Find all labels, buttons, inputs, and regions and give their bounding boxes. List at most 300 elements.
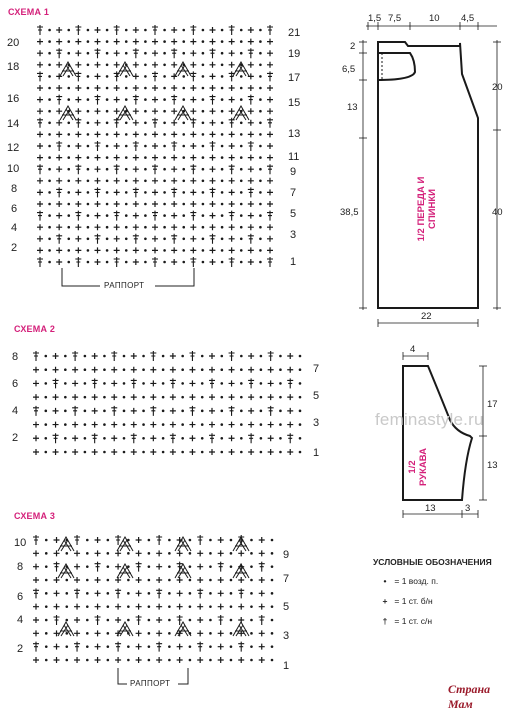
legend-item — [378, 616, 432, 626]
single-crochet-symbol — [133, 120, 139, 126]
chain-stitch-symbol — [142, 368, 145, 371]
double-crochet-symbol — [197, 535, 203, 545]
chain-stitch-symbol — [67, 98, 70, 101]
chain-stitch-symbol — [142, 410, 145, 413]
chain-stitch-symbol — [65, 659, 68, 662]
chain-stitch-symbol — [162, 423, 165, 426]
chain-stitch-symbol — [48, 98, 51, 101]
stitch-cluster-symbol — [175, 106, 191, 120]
row-number: 18 — [7, 61, 20, 73]
single-crochet-symbol — [37, 131, 43, 137]
single-crochet-symbol — [111, 394, 117, 400]
single-crochet-symbol — [267, 247, 273, 253]
chain-stitch-symbol — [125, 145, 128, 148]
single-crochet-symbol — [268, 380, 274, 386]
single-crochet-symbol — [114, 247, 120, 253]
single-crochet-symbol — [248, 422, 254, 428]
chain-stitch-symbol — [240, 214, 243, 217]
chain-stitch-symbol — [221, 110, 224, 113]
chain-stitch-symbol — [240, 382, 243, 385]
row-number: 7 — [313, 363, 320, 375]
single-crochet-symbol — [33, 394, 39, 400]
single-crochet-symbol — [156, 657, 162, 663]
double-crochet-symbol — [133, 187, 139, 197]
single-crochet-symbol — [210, 155, 216, 161]
single-crochet-symbol — [171, 131, 177, 137]
double-crochet-symbol — [54, 615, 60, 625]
brand-logo: Страна Мам — [448, 682, 491, 711]
sleeve-label-line-2: РУКАВА — [418, 447, 429, 487]
single-crochet-symbol — [75, 62, 81, 68]
chain-stitch-symbol — [45, 579, 48, 582]
dim-label: 22 — [421, 311, 432, 322]
chain-stitch-symbol — [86, 659, 89, 662]
chain-stitch-symbol — [87, 156, 90, 159]
single-crochet-symbol — [111, 422, 117, 428]
scheme-3-chart — [33, 535, 273, 663]
single-crochet-symbol — [53, 408, 59, 414]
single-crochet-symbol — [229, 422, 235, 428]
single-crochet-symbol — [136, 577, 142, 583]
single-crochet-symbol — [150, 380, 156, 386]
chain-stitch-symbol — [125, 98, 128, 101]
single-crochet-symbol — [133, 166, 139, 172]
single-crochet-symbol — [229, 143, 235, 149]
chain-stitch-symbol — [48, 203, 51, 206]
double-crochet-symbol — [248, 141, 254, 151]
chain-stitch-symbol — [221, 98, 224, 101]
single-crochet-symbol — [92, 394, 98, 400]
chain-stitch-symbol — [142, 355, 145, 358]
single-crochet-symbol — [152, 62, 158, 68]
chain-stitch-symbol — [163, 75, 166, 78]
chain-stitch-symbol — [45, 565, 48, 568]
single-crochet-symbol — [197, 604, 203, 610]
double-crochet-symbol — [37, 211, 43, 221]
single-crochet-symbol — [248, 247, 254, 253]
chain-stitch-symbol — [65, 579, 68, 582]
single-crochet-symbol — [209, 367, 215, 373]
single-crochet-symbol — [95, 120, 101, 126]
single-crochet-symbol — [190, 50, 196, 56]
chain-stitch-symbol — [87, 64, 90, 67]
single-crochet-symbol — [95, 213, 101, 219]
chain-stitch-symbol — [103, 382, 106, 385]
double-crochet-symbol — [33, 406, 39, 416]
single-crochet-symbol — [75, 201, 81, 207]
single-crochet-symbol — [218, 577, 224, 583]
single-crochet-symbol — [171, 155, 177, 161]
single-crochet-symbol — [150, 435, 156, 441]
chain-stitch-symbol — [181, 355, 184, 358]
front-back-label-line-2: СПИНКИ — [427, 189, 438, 230]
chain-stitch-symbol — [240, 238, 243, 241]
chain-stitch-symbol — [106, 156, 109, 159]
chain-stitch-symbol — [260, 437, 263, 440]
double-crochet-symbol — [267, 257, 273, 267]
row-number: 2 — [17, 643, 24, 655]
chain-stitch-symbol — [106, 180, 109, 183]
scheme-1-chart — [37, 25, 273, 267]
chain-stitch-symbol — [103, 355, 106, 358]
single-crochet-symbol — [197, 617, 203, 623]
single-crochet-symbol — [267, 143, 273, 149]
chain-stitch-symbol — [182, 226, 185, 229]
double-crochet-symbol — [152, 25, 158, 35]
chain-stitch-symbol — [271, 659, 274, 662]
chain-stitch-symbol — [64, 437, 67, 440]
chain-stitch-symbol — [181, 423, 184, 426]
chain-stitch-symbol — [125, 214, 128, 217]
single-crochet-symbol — [95, 604, 101, 610]
single-crochet-symbol — [190, 178, 196, 184]
single-crochet-symbol — [114, 97, 120, 103]
single-crochet-symbol — [131, 408, 137, 414]
chain-stitch-symbol — [148, 605, 151, 608]
chain-stitch-symbol — [202, 52, 205, 55]
chain-stitch-symbol — [220, 355, 223, 358]
single-crochet-symbol — [210, 73, 216, 79]
legend-item-text: = 1 ст. б/н — [394, 596, 433, 606]
chain-stitch-symbol — [107, 539, 110, 542]
chain-stitch-symbol — [202, 261, 205, 264]
chain-stitch-symbol — [221, 122, 224, 125]
chain-stitch-symbol — [240, 180, 243, 183]
single-crochet-symbol — [115, 604, 121, 610]
chain-stitch-symbol — [201, 368, 204, 371]
chain-stitch-symbol — [144, 87, 147, 90]
chain-stitch-symbol — [144, 156, 147, 159]
row-number: 7 — [283, 573, 290, 585]
single-crochet-symbol — [56, 166, 62, 172]
chain-stitch-symbol — [230, 645, 233, 648]
row-number: 8 — [17, 561, 24, 573]
single-crochet-symbol — [95, 657, 101, 663]
chain-stitch-symbol — [123, 437, 126, 440]
single-crochet-symbol — [190, 155, 196, 161]
chain-stitch-symbol — [182, 145, 185, 148]
double-crochet-symbol — [259, 562, 265, 572]
double-crochet-symbol — [115, 535, 121, 545]
chain-stitch-symbol — [87, 110, 90, 113]
chain-stitch-symbol — [45, 592, 48, 595]
chain-stitch-symbol — [163, 29, 166, 32]
single-crochet-symbol — [229, 50, 235, 56]
chain-stitch-symbol — [48, 75, 51, 78]
row-number: 6 — [12, 378, 19, 390]
single-crochet-symbol — [56, 85, 62, 91]
single-crochet-symbol — [259, 630, 265, 636]
single-crochet-symbol — [177, 577, 183, 583]
stitch-cluster-symbol — [117, 106, 133, 120]
row-number: 8 — [12, 351, 19, 363]
single-crochet-symbol — [33, 367, 39, 373]
chain-stitch-symbol — [144, 238, 147, 241]
single-crochet-symbol — [171, 213, 177, 219]
dim-label: 2 — [350, 41, 356, 52]
chain-stitch-symbol — [67, 75, 70, 78]
chain-stitch-symbol — [44, 396, 47, 399]
chain-stitch-symbol — [125, 226, 128, 229]
double-crochet-symbol — [114, 118, 120, 128]
double-crochet-symbol — [248, 95, 254, 105]
single-crochet-symbol — [114, 178, 120, 184]
double-crochet-symbol — [171, 95, 177, 105]
single-crochet-symbol — [171, 85, 177, 91]
single-crochet-symbol — [95, 537, 101, 543]
single-crochet-symbol — [177, 590, 183, 596]
single-crochet-symbol — [72, 394, 78, 400]
double-crochet-symbol — [152, 71, 158, 81]
single-crochet-symbol — [131, 422, 137, 428]
single-crochet-symbol — [95, 131, 101, 137]
single-crochet-symbol — [56, 259, 62, 265]
single-crochet-symbol — [54, 604, 60, 610]
chain-stitch-symbol — [44, 410, 47, 413]
chain-stitch-symbol — [182, 87, 185, 90]
single-crochet-symbol — [133, 108, 139, 114]
single-crochet-symbol — [56, 213, 62, 219]
chain-stitch-symbol — [209, 552, 212, 555]
chain-stitch-symbol — [65, 632, 68, 635]
double-crochet-symbol — [33, 535, 39, 545]
chain-stitch-symbol — [189, 552, 192, 555]
chain-stitch-symbol — [181, 410, 184, 413]
double-crochet-symbol — [238, 588, 244, 598]
chain-stitch-symbol — [163, 180, 166, 183]
chain-stitch-symbol — [202, 110, 205, 113]
chain-stitch-symbol — [48, 191, 51, 194]
single-crochet-symbol — [248, 259, 254, 265]
chain-stitch-symbol — [44, 355, 47, 358]
neckline-front — [378, 53, 415, 80]
double-crochet-symbol — [210, 187, 216, 197]
chain-stitch-symbol — [182, 122, 185, 125]
chain-stitch-symbol — [87, 249, 90, 252]
chain-stitch-symbol — [163, 40, 166, 43]
chain-stitch-symbol — [87, 75, 90, 78]
single-crochet-symbol — [37, 201, 43, 207]
single-crochet-symbol — [197, 550, 203, 556]
single-crochet-symbol — [248, 394, 254, 400]
single-crochet-symbol — [133, 27, 139, 33]
single-crochet-symbol — [37, 50, 43, 56]
chain-stitch-symbol — [106, 191, 109, 194]
double-crochet-symbol — [267, 164, 273, 174]
single-crochet-symbol — [259, 537, 265, 543]
single-crochet-symbol — [33, 577, 39, 583]
chain-stitch-symbol — [45, 619, 48, 622]
single-crochet-symbol — [171, 27, 177, 33]
double-crochet-symbol — [37, 257, 43, 267]
chain-stitch-symbol — [67, 168, 70, 171]
row-number: 1 — [313, 447, 320, 459]
chain-stitch-symbol — [123, 410, 126, 413]
row-number: 20 — [7, 37, 20, 49]
chain-stitch-symbol — [220, 396, 223, 399]
double-crochet-symbol — [229, 71, 235, 81]
single-crochet-symbol — [229, 62, 235, 68]
chain-stitch-symbol — [163, 203, 166, 206]
chain-stitch-symbol — [221, 238, 224, 241]
single-crochet-symbol — [177, 550, 183, 556]
single-crochet-symbol — [248, 353, 254, 359]
double-crochet-icon: † — [382, 616, 388, 626]
legend-title: УСЛОВНЫЕ ОБОЗНАЧЕНИЯ — [373, 557, 492, 567]
chain-stitch-symbol — [162, 382, 165, 385]
chain-stitch-symbol — [125, 191, 128, 194]
single-crochet-symbol — [133, 85, 139, 91]
single-crochet-symbol — [115, 564, 121, 570]
double-crochet-symbol — [267, 211, 273, 221]
single-crochet-symbol — [114, 143, 120, 149]
single-crochet-symbol — [209, 353, 215, 359]
single-crochet-symbol — [95, 577, 101, 583]
chain-stitch-symbol — [259, 214, 262, 217]
chain-stitch-symbol — [163, 87, 166, 90]
single-crochet-symbol — [189, 449, 195, 455]
chain-stitch-symbol — [202, 98, 205, 101]
chain-stitch-symbol — [240, 191, 243, 194]
chain-stitch-symbol — [189, 645, 192, 648]
chain-stitch-symbol — [259, 52, 262, 55]
single-crochet-symbol — [229, 189, 235, 195]
single-crochet-symbol — [248, 155, 254, 161]
double-crochet-symbol — [248, 234, 254, 244]
single-crochet-symbol — [56, 39, 62, 45]
double-crochet-symbol — [229, 351, 235, 361]
row-number: 10 — [14, 537, 27, 549]
row-number: 5 — [313, 390, 320, 402]
chain-stitch-symbol — [189, 539, 192, 542]
chain-stitch-symbol — [168, 632, 171, 635]
chain-stitch-symbol — [202, 75, 205, 78]
single-crochet-symbol — [170, 422, 176, 428]
chain-stitch-symbol — [240, 437, 243, 440]
double-crochet-symbol — [131, 433, 137, 443]
single-crochet-symbol — [189, 367, 195, 373]
chain-stitch-symbol — [221, 75, 224, 78]
chain-stitch-symbol — [87, 98, 90, 101]
chain-stitch-symbol — [221, 226, 224, 229]
chain-stitch-symbol — [259, 75, 262, 78]
single-crochet-symbol — [190, 108, 196, 114]
single-crochet-symbol — [53, 422, 59, 428]
single-crochet-symbol — [72, 380, 78, 386]
chain-stitch-symbol — [168, 592, 171, 595]
single-crochet-symbol — [267, 85, 273, 91]
chain-stitch-symbol — [271, 645, 274, 648]
single-crochet-symbol — [171, 120, 177, 126]
chain-stitch-symbol — [168, 605, 171, 608]
single-crochet-symbol — [210, 131, 216, 137]
single-crochet-symbol — [152, 178, 158, 184]
single-crochet-symbol — [114, 39, 120, 45]
single-crochet-symbol — [229, 155, 235, 161]
chain-stitch-symbol — [123, 451, 126, 454]
chain-stitch-symbol — [106, 249, 109, 252]
chain-stitch-symbol — [107, 645, 110, 648]
single-crochet-symbol — [229, 449, 235, 455]
single-crochet-symbol — [133, 39, 139, 45]
double-crochet-symbol — [248, 433, 254, 443]
single-crochet-symbol — [136, 590, 142, 596]
dim-label: 7,5 — [388, 13, 402, 24]
chain-stitch-symbol — [209, 645, 212, 648]
chain-stitch-symbol — [201, 355, 204, 358]
chain-stitch-symbol — [48, 133, 51, 136]
row-number: 3 — [290, 229, 297, 241]
single-crochet-symbol — [268, 435, 274, 441]
row-number: 3 — [283, 630, 290, 642]
chain-stitch-symbol — [127, 645, 130, 648]
single-crochet-symbol — [152, 143, 158, 149]
chain-stitch-symbol — [182, 261, 185, 264]
chain-stitch-symbol — [107, 592, 110, 595]
chain-stitch-symbol — [230, 632, 233, 635]
single-crochet-symbol — [53, 449, 59, 455]
chain-stitch-symbol — [87, 52, 90, 55]
chain-stitch-symbol — [127, 579, 130, 582]
chain-stitch-symbol — [250, 539, 253, 542]
single-crochet-symbol — [209, 422, 215, 428]
chain-stitch-symbol — [202, 64, 205, 67]
chain-stitch-symbol — [148, 539, 151, 542]
single-crochet-symbol — [95, 550, 101, 556]
chain-stitch-symbol — [279, 437, 282, 440]
chain-stitch-symbol — [202, 180, 205, 183]
chain-stitch-symbol — [168, 565, 171, 568]
single-crochet-symbol — [56, 201, 62, 207]
chain-stitch-symbol — [106, 168, 109, 171]
chain-stitch-symbol — [230, 592, 233, 595]
double-crochet-symbol — [218, 615, 224, 625]
single-crochet-symbol — [229, 380, 235, 386]
single-crochet-symbol — [75, 131, 81, 137]
double-crochet-symbol — [95, 234, 101, 244]
chain-stitch-symbol — [209, 605, 212, 608]
chain-stitch-symbol — [86, 592, 89, 595]
chain-stitch-symbol — [221, 180, 224, 183]
double-crochet-symbol — [72, 406, 78, 416]
chain-stitch-symbol — [84, 423, 87, 426]
chain-stitch-symbol — [202, 191, 205, 194]
double-crochet-symbol — [75, 257, 81, 267]
chain-stitch-symbol — [125, 238, 128, 241]
double-crochet-symbol — [267, 71, 273, 81]
double-crochet-symbol — [33, 351, 39, 361]
chain-stitch-symbol — [163, 145, 166, 148]
chain-stitch-symbol — [181, 451, 184, 454]
chain-stitch-symbol — [250, 659, 253, 662]
chain-stitch-symbol — [189, 619, 192, 622]
single-crochet-symbol — [268, 449, 274, 455]
chain-stitch-symbol — [182, 191, 185, 194]
double-crochet-symbol — [209, 378, 215, 388]
single-crochet-symbol — [95, 85, 101, 91]
chain-stitch-symbol — [189, 659, 192, 662]
single-crochet-symbol — [72, 422, 78, 428]
chain-stitch-symbol — [209, 592, 212, 595]
single-crochet-symbol — [229, 201, 235, 207]
chain-stitch-symbol — [163, 261, 166, 264]
single-crochet-symbol — [74, 657, 80, 663]
chain-stitch-symbol — [125, 203, 128, 206]
chain-stitch-symbol — [240, 40, 243, 43]
chain-stitch-symbol — [240, 249, 243, 252]
single-crochet-symbol — [54, 550, 60, 556]
chain-stitch-symbol — [148, 632, 151, 635]
